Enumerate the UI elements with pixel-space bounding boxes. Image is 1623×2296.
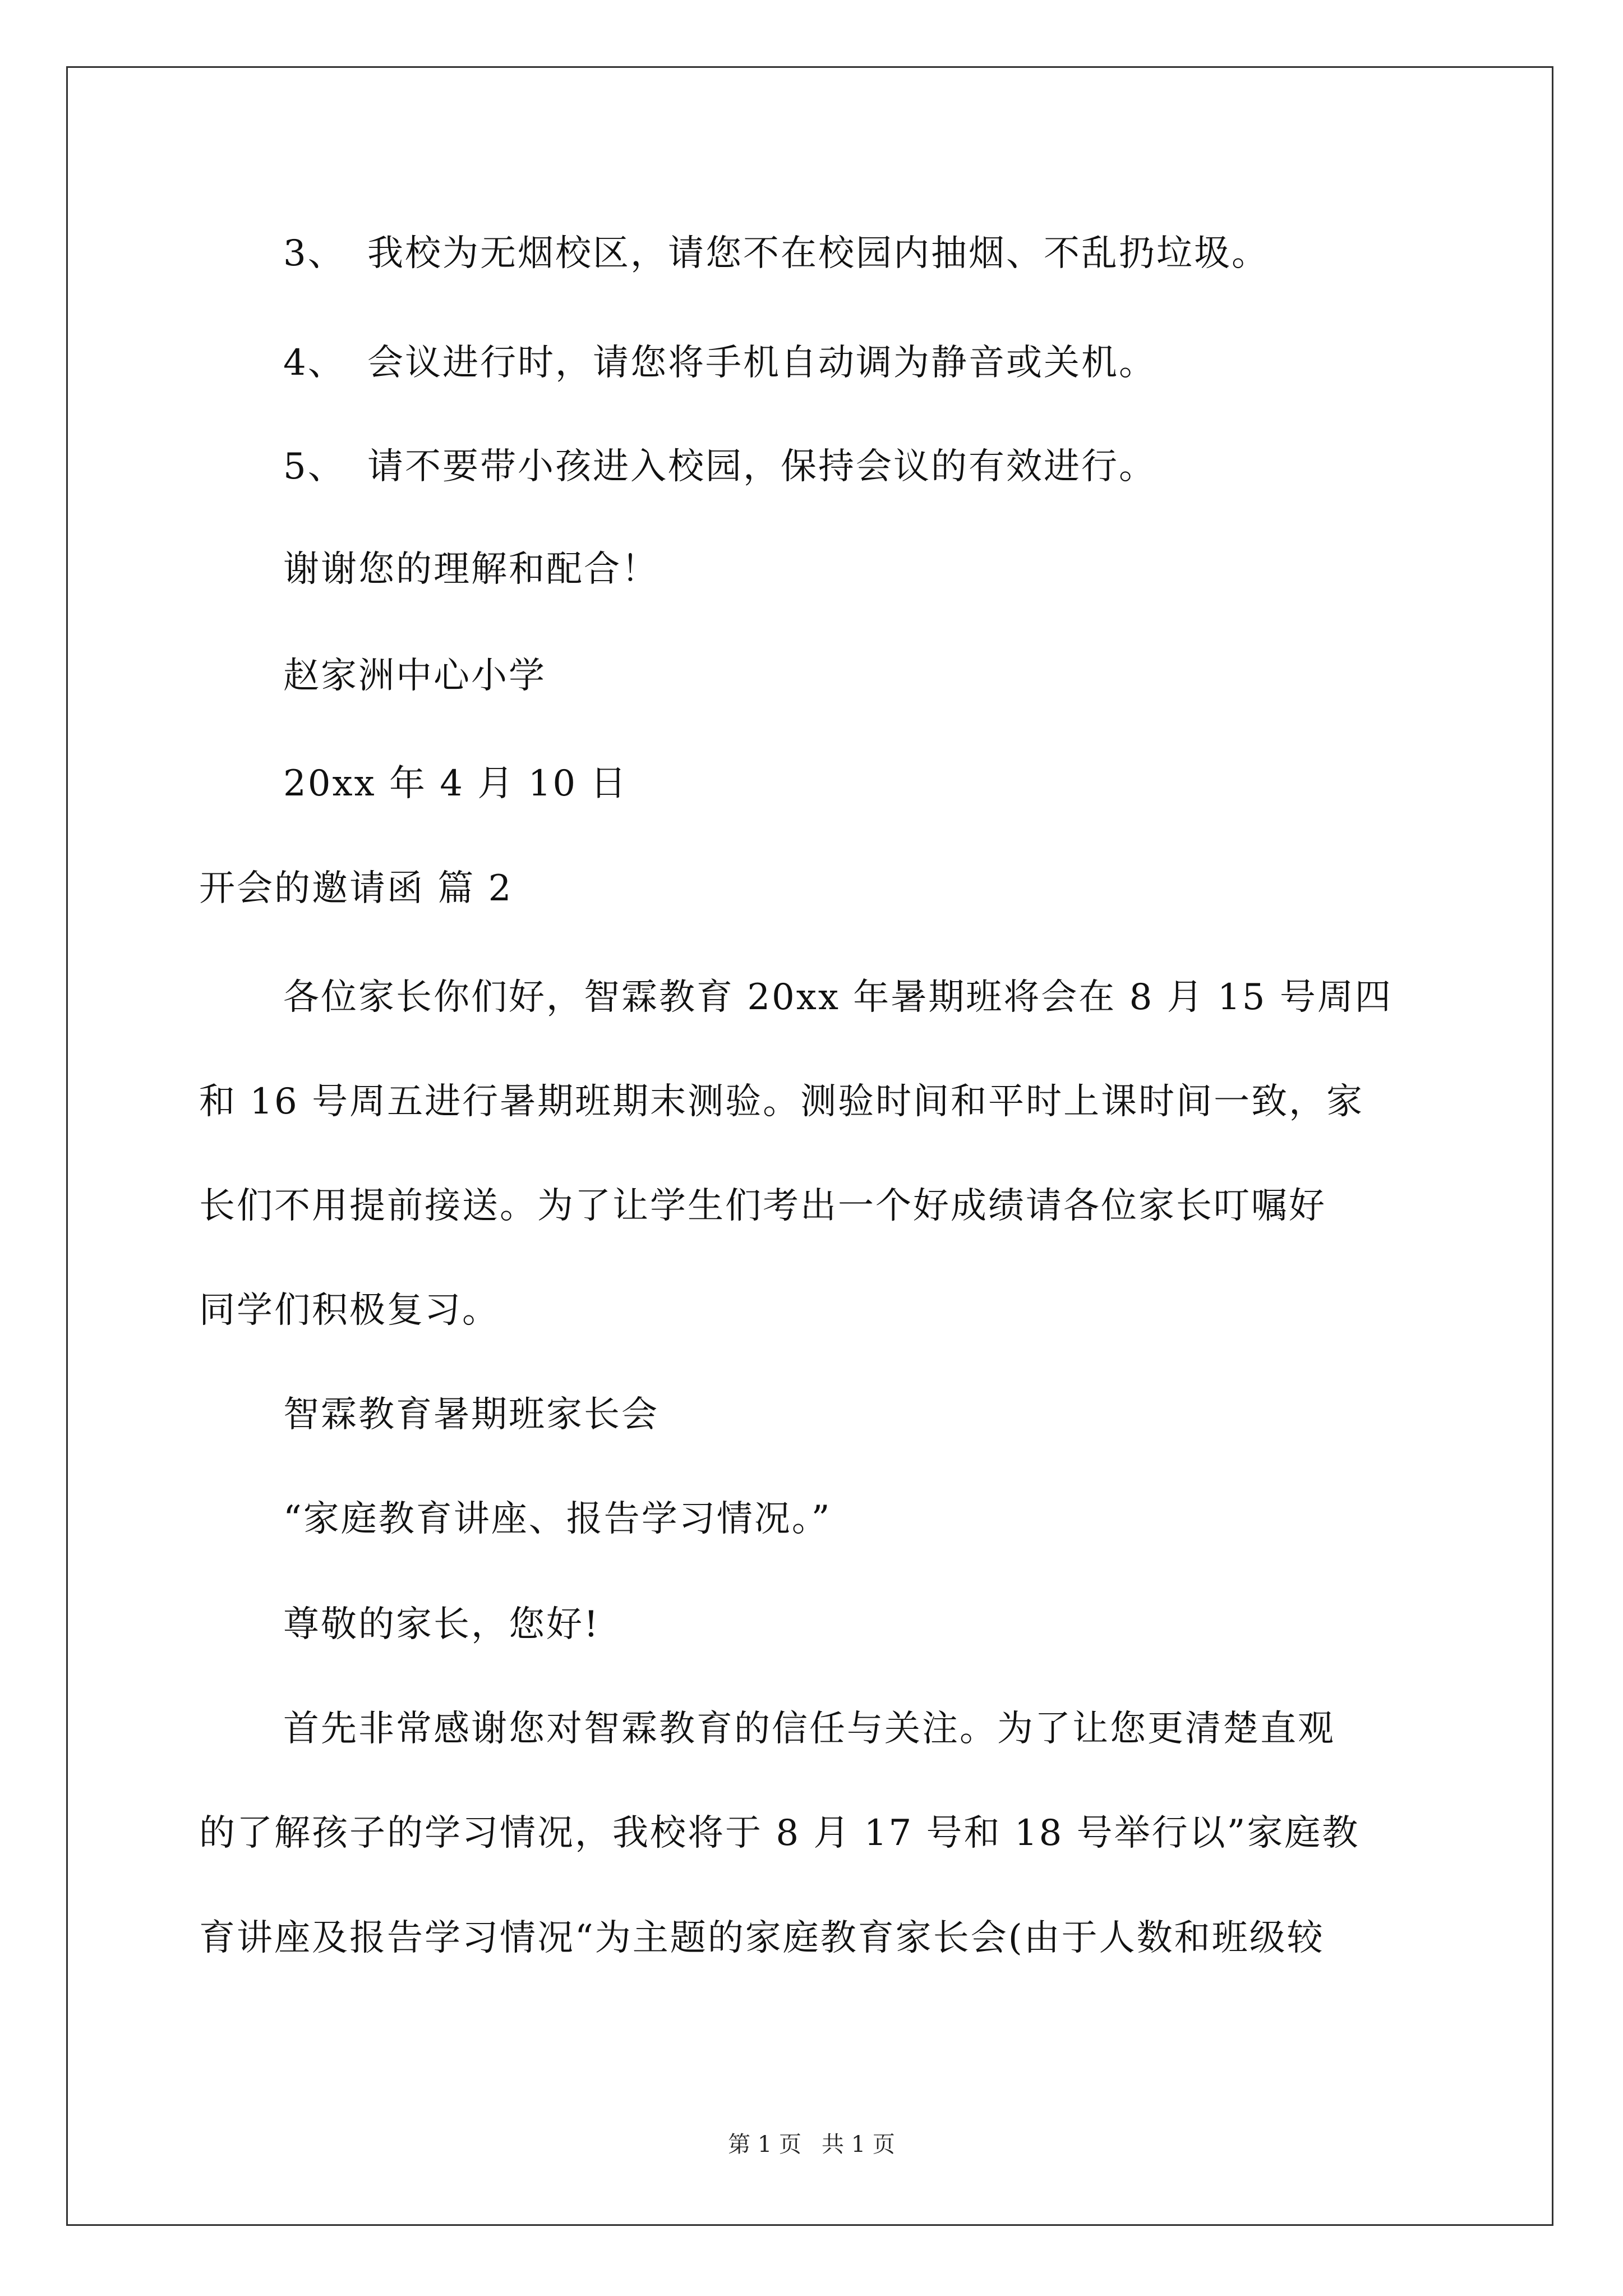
paragraph-line: 长们不用提前接送。为了让学生们考出一个好成绩请各位家长叮嘱好 (199, 1185, 1326, 1227)
paragraph-line: 的了解孩子的学习情况，我校将于 8 月 17 号和 18 号举行以”家庭教 (199, 1812, 1360, 1854)
section-title: 开会的邀请函 篇 2 (199, 868, 513, 909)
signature: 赵家洲中心小学 (283, 655, 546, 697)
page-footer (0, 2131, 1623, 2159)
page-number: 第 1 页 (728, 2132, 801, 2157)
list-item-text: 请不要带小孩进入校园，保持会议的有效进行。 (367, 446, 1156, 487)
page-border (66, 66, 1553, 2226)
list-item (283, 341, 1156, 385)
thanks-line: 谢谢您的理解和配合！ (283, 549, 659, 590)
list-item (283, 444, 1156, 489)
theme-quote: “家庭教育讲座、报告学习情况。” (283, 1498, 832, 1540)
list-item-text: 会议进行时，请您将手机自动调为静音或关机。 (367, 342, 1156, 384)
page-total: 共 1 页 (822, 2132, 895, 2157)
list-item-number: 3、 (283, 233, 345, 274)
list-item (283, 231, 1269, 276)
paragraph-line: 同学们积极复习。 (199, 1290, 500, 1331)
paragraph-line: 和 16 号周五进行暑期班期末测验。测验时间和平时上课时间一致，家 (199, 1081, 1364, 1122)
list-item-number: 5、 (283, 446, 345, 487)
event-name: 智霖教育暑期班家长会 (283, 1394, 659, 1435)
greeting: 尊敬的家长，您好! (283, 1604, 600, 1645)
date: 20xx 年 4 月 10 日 (283, 763, 628, 804)
paragraph-line: 首先非常感谢您对智霖教育的信任与关注。为了让您更清楚直观 (283, 1708, 1335, 1750)
list-item-text: 我校为无烟校区，请您不在校园内抽烟、不乱扔垃圾。 (367, 233, 1269, 274)
list-item-number: 4、 (283, 342, 345, 384)
paragraph-line: 各位家长你们好，智霖教育 20xx 年暑期班将会在 8 月 15 号周四 (283, 977, 1393, 1018)
paragraph-line: 育讲座及报告学习情况“为主题的家庭教育家长会(由于人数和班级较 (199, 1917, 1325, 1959)
